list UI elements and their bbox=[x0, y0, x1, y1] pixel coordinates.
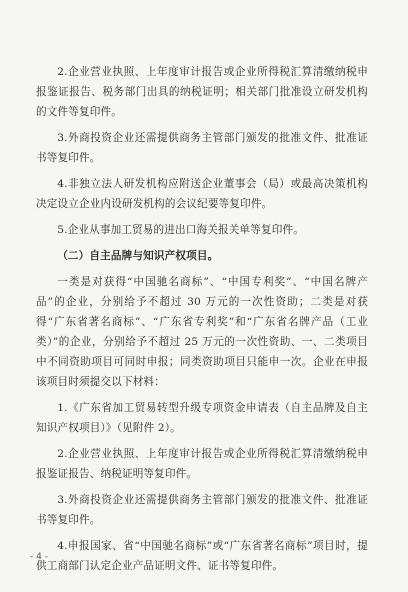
paragraph-item-2: 2.企业营业执照、上年度审计报告或企业所得税汇算清缴纳税申报鉴证报告、税务部门出具的纳税证明；相关部门批准设立研发机构的文件等复印件。 bbox=[36, 66, 368, 118]
document-body bbox=[36, 62, 368, 582]
section-heading: （二）自主品牌与知识产权项目。 bbox=[57, 250, 219, 262]
page-number: - 4 - bbox=[30, 552, 48, 562]
paragraph-item-5: 5.企业从事加工贸易的进出口海关报关单等复印件。 bbox=[57, 224, 304, 236]
section-item-1: 1.《广东省加工贸易转型升级专项资金申请表（自主品牌及自主知识产权项目）》（见附件 2）。 bbox=[36, 402, 368, 434]
paragraph-item-3: 3.外商投资企业还需提供商务主管部门颁发的批准文件、批准证书等复印件。 bbox=[36, 132, 368, 164]
section-item-3: 3.外商投资企业还需提供商务主管部门颁发的批准文件、批准证书等复印件。 bbox=[36, 494, 368, 526]
section-intro-paragraph: 一类是对获得“中国驰名商标”、“中国专利奖”、“中国名牌产品”的企业，分别给予不超过 30 万元的一次性资助；二类是对获得“广东省著名商标”、“广东省专利奖”和“广东省名牌产品（工业类）”的企业，分别给予不超过 25 万元的一次性资助、一、二类项目中不同资助项目可同时申报；同类资助项目只能申一次。企业在申报该项目时须提交以下材料： bbox=[36, 276, 368, 388]
paragraph-item-4: 4.非独立法人研发机构应附送企业董事会（局）或最高决策机构决定设立企业内设研发机构的会议纪要等复印件。 bbox=[36, 178, 368, 210]
section-item-2: 2.企业营业执照、上年度审计报告或企业所得税汇算清缴纳税申报鉴证报告、纳税证明等复印件。 bbox=[36, 448, 368, 480]
section-item-4: 4.申报国家、省“中国驰名商标”或“广东省著名商标”项目时，提供工商部门认定企业产品证明文件、证书等复印件。 bbox=[36, 540, 368, 572]
